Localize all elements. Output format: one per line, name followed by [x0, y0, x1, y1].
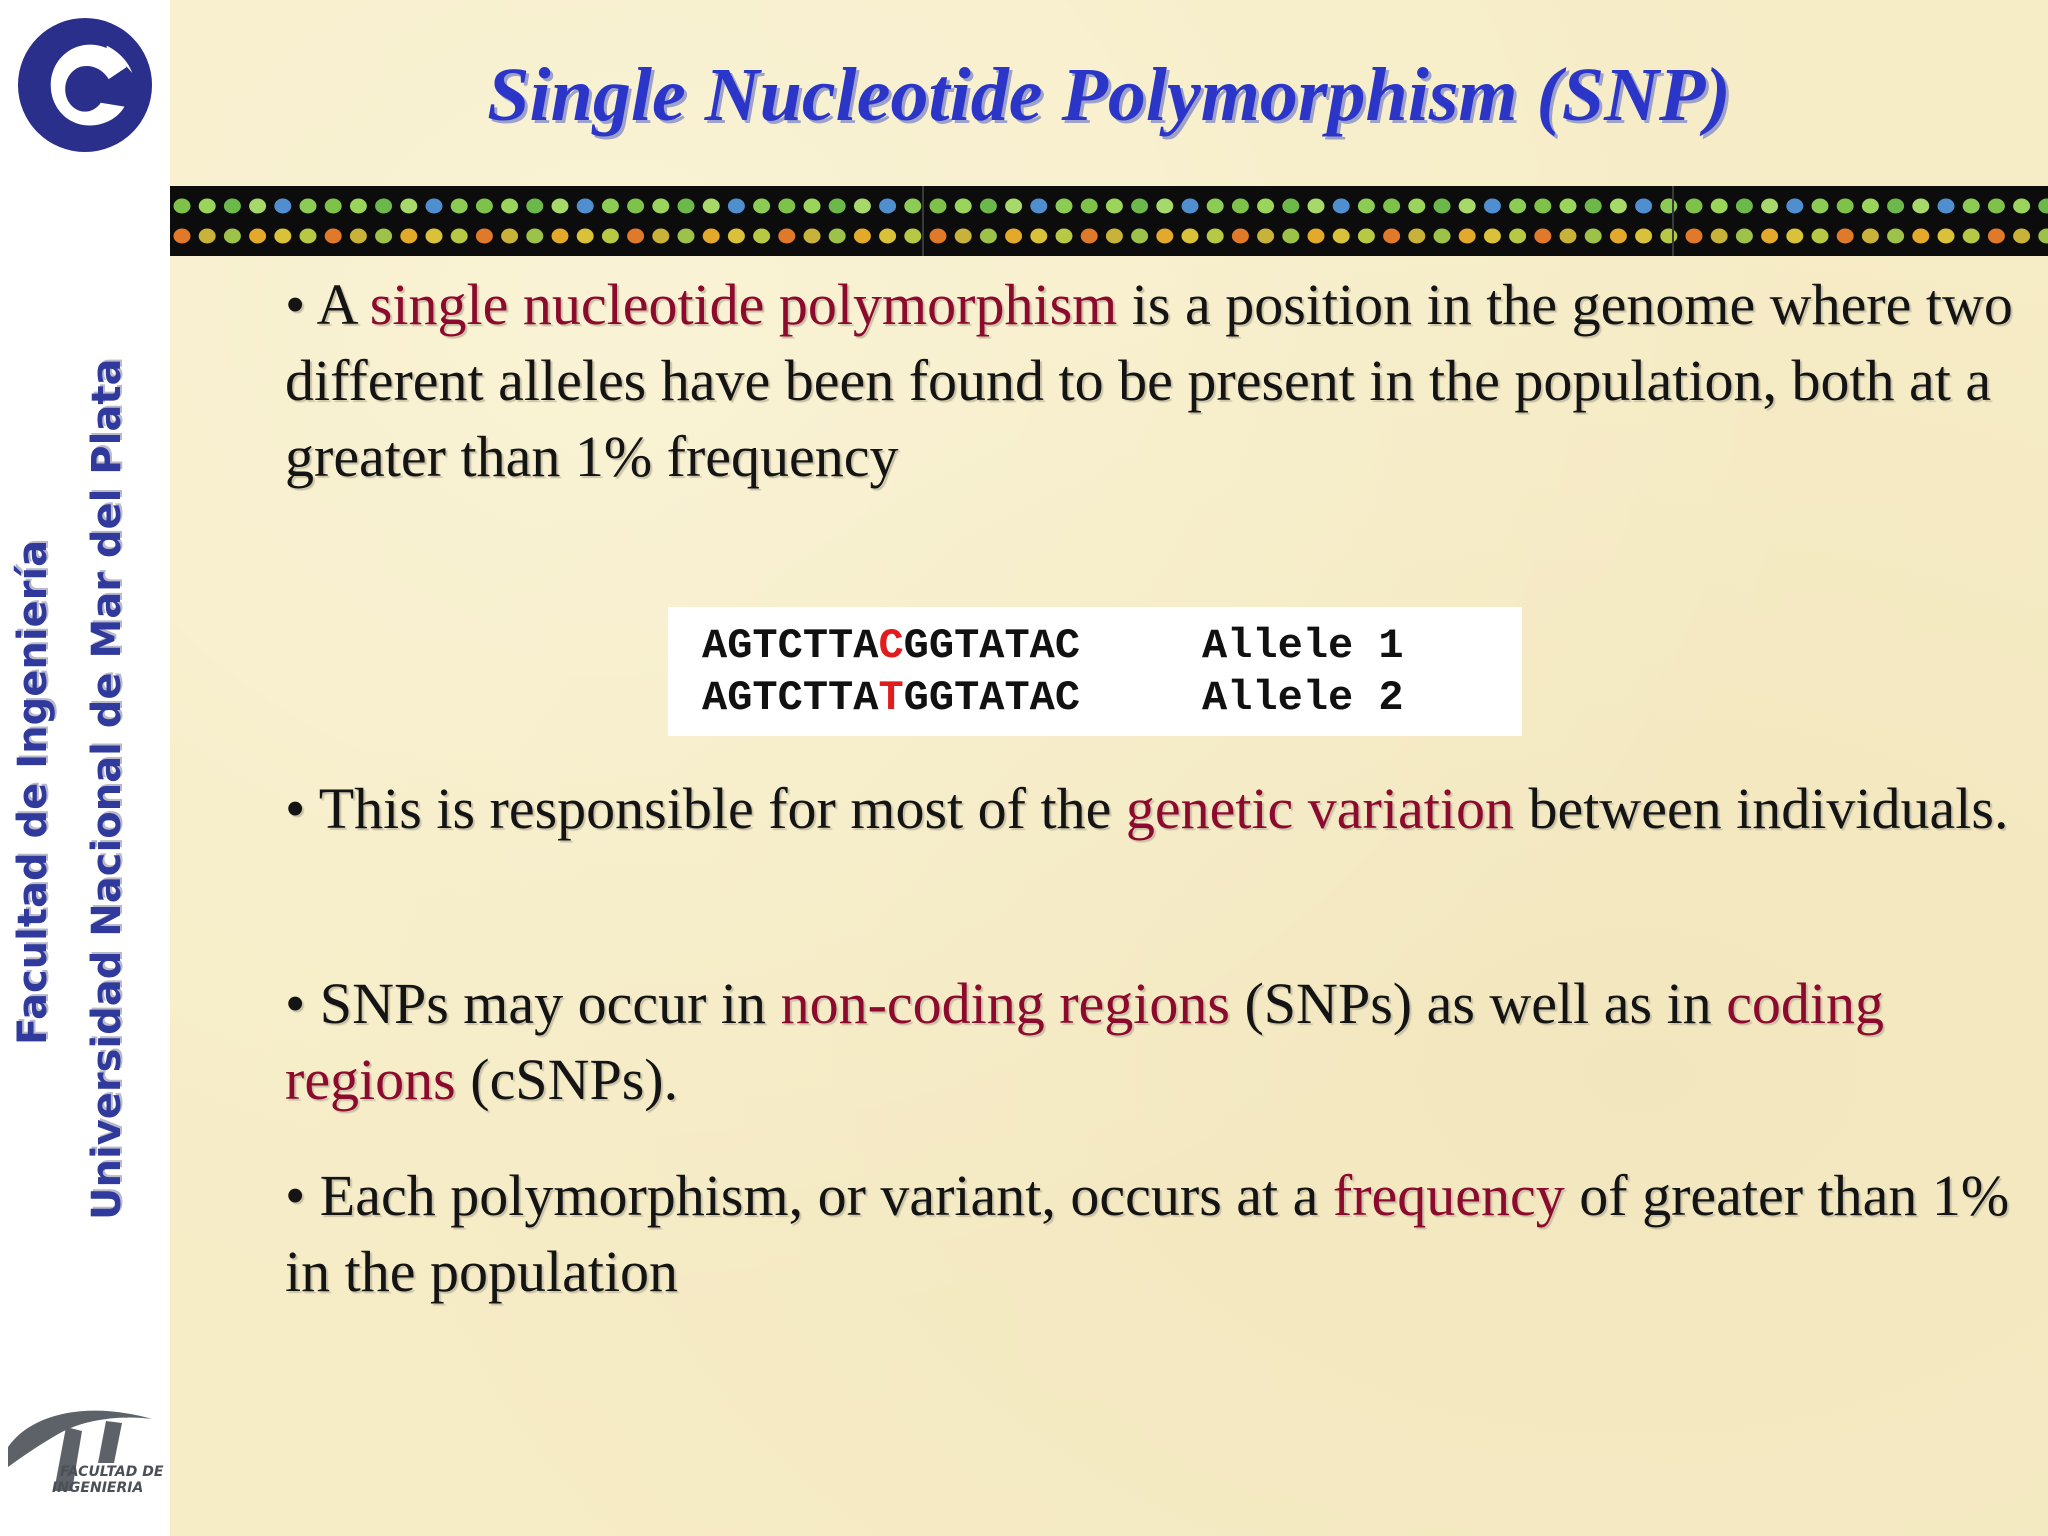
microarray-spot — [1509, 199, 1526, 214]
microarray-spot — [1333, 229, 1350, 244]
microarray-spot — [1308, 199, 1325, 214]
strip-divider — [1672, 186, 1674, 256]
bullet-genetic-variation: • This is responsible for most of the genetic variation between individuals. — [285, 776, 2009, 841]
microarray-spot — [375, 229, 392, 244]
microarray-spot — [1056, 199, 1073, 214]
highlight-term: genetic variation — [1125, 776, 1514, 841]
microarray-spot — [1761, 199, 1778, 214]
microarray-spot — [1560, 229, 1577, 244]
microarray-spot — [804, 229, 821, 244]
microarray-spot — [1887, 229, 1904, 244]
allele-label: Allele 1 — [1202, 622, 1404, 670]
microarray-spot — [451, 199, 468, 214]
microarray-spot — [1182, 199, 1199, 214]
microarray-spot — [1434, 229, 1451, 244]
microarray-spot — [728, 199, 745, 214]
microarray-spot — [174, 199, 191, 214]
microarray-spot — [1282, 199, 1299, 214]
microarray-strip-image — [170, 186, 2048, 256]
microarray-spot — [1610, 229, 1627, 244]
microarray-spot — [778, 229, 795, 244]
microarray-spot — [1812, 199, 1829, 214]
microarray-spot — [652, 229, 669, 244]
microarray-spot — [879, 199, 896, 214]
microarray-spot — [300, 199, 317, 214]
microarray-spot — [703, 229, 720, 244]
microarray-spot — [1560, 199, 1577, 214]
microarray-spot — [627, 229, 644, 244]
microarray-spot — [325, 229, 342, 244]
microarray-spot — [930, 229, 947, 244]
snp-base: C — [878, 622, 904, 670]
microarray-spot — [224, 199, 241, 214]
microarray-spot — [1333, 199, 1350, 214]
microarray-spot — [1610, 199, 1627, 214]
microarray-spot — [1534, 229, 1551, 244]
microarray-spot — [249, 229, 266, 244]
microarray-spot — [552, 199, 569, 214]
faculty-logo-text-line2: INGENIERIA — [52, 1480, 144, 1496]
microarray-spot — [1308, 229, 1325, 244]
microarray-spot — [1761, 229, 1778, 244]
microarray-spot — [1686, 199, 1703, 214]
microarray-spot — [753, 229, 770, 244]
microarray-spot — [350, 229, 367, 244]
microarray-spot — [955, 229, 972, 244]
microarray-spot — [1837, 199, 1854, 214]
microarray-spot — [652, 199, 669, 214]
snp-base: T — [878, 674, 904, 722]
faculty-logo-icon — [2, 1385, 170, 1507]
microarray-spot — [1837, 229, 1854, 244]
microarray-spot — [728, 229, 745, 244]
microarray-spot — [274, 229, 291, 244]
allele-label: Allele 2 — [1202, 674, 1404, 722]
microarray-spot — [1938, 229, 1955, 244]
allele-sequence-box — [668, 607, 1522, 736]
microarray-spot — [174, 229, 191, 244]
strip-divider — [922, 186, 924, 256]
microarray-spot — [476, 229, 493, 244]
microarray-spot — [1156, 199, 1173, 214]
microarray-spot — [1786, 229, 1803, 244]
microarray-spot — [1786, 199, 1803, 214]
slide-title: Single Nucleotide Polymorphism (SNP) — [487, 53, 1731, 137]
bullet-snp-definition: • A single nucleotide polymorphism is a position in the genome where two different alleles have been found to be present in the population, both at a greater than 1% frequency — [285, 272, 2013, 489]
microarray-spot — [426, 199, 443, 214]
microarray-spot — [1358, 229, 1375, 244]
microarray-spot — [1408, 199, 1425, 214]
microarray-spot — [2013, 199, 2030, 214]
microarray-spot — [1660, 229, 1677, 244]
microarray-spot — [1383, 199, 1400, 214]
university-logo-icon — [16, 16, 154, 154]
microarray-spot — [1282, 229, 1299, 244]
microarray-spot — [1257, 229, 1274, 244]
microarray-spot — [1081, 229, 1098, 244]
microarray-spot — [980, 229, 997, 244]
microarray-spot — [224, 229, 241, 244]
microarray-spot — [1383, 229, 1400, 244]
microarray-spot — [1207, 199, 1224, 214]
microarray-spot — [1509, 229, 1526, 244]
microarray-spot — [2013, 229, 2030, 244]
microarray-spot — [778, 199, 795, 214]
microarray-spot — [602, 199, 619, 214]
microarray-spot — [1887, 199, 1904, 214]
allele-row: AGTCTTACGGTATAC Allele 1 — [702, 622, 1404, 670]
microarray-spot — [1686, 229, 1703, 244]
microarray-spot — [1030, 199, 1047, 214]
microarray-spot — [703, 199, 720, 214]
microarray-spot — [1484, 199, 1501, 214]
highlight-term: non-coding regions — [780, 971, 1230, 1036]
microarray-spot — [753, 199, 770, 214]
microarray-spot — [1585, 229, 1602, 244]
allele-row: AGTCTTATGGTATAC Allele 2 — [702, 674, 1404, 722]
microarray-spot — [526, 199, 543, 214]
microarray-spot — [804, 199, 821, 214]
microarray-spot — [451, 229, 468, 244]
microarray-spot — [1585, 199, 1602, 214]
microarray-spot — [1938, 199, 1955, 214]
microarray-spot — [1005, 229, 1022, 244]
faculty-logo-text-line1: FACULTAD DE — [60, 1464, 164, 1480]
microarray-spot — [1988, 199, 2005, 214]
microarray-spot — [627, 199, 644, 214]
microarray-spot — [325, 199, 342, 214]
microarray-spot — [1711, 199, 1728, 214]
microarray-spot — [300, 229, 317, 244]
microarray-spot — [1635, 199, 1652, 214]
microarray-spot — [526, 229, 543, 244]
microarray-spot — [274, 199, 291, 214]
microarray-spot — [375, 199, 392, 214]
microarray-spot — [1081, 199, 1098, 214]
microarray-spot — [1635, 229, 1652, 244]
microarray-spot — [1182, 229, 1199, 244]
microarray-spot — [1257, 199, 1274, 214]
microarray-spot — [980, 199, 997, 214]
university-name: Universidad Nacional de Mar del Plata — [84, 358, 130, 1220]
microarray-spot — [1736, 199, 1753, 214]
microarray-spot — [1030, 229, 1047, 244]
microarray-spot — [1459, 229, 1476, 244]
microarray-spot — [1862, 229, 1879, 244]
highlight-term: frequency — [1332, 1163, 1565, 1228]
microarray-spot — [1106, 229, 1123, 244]
microarray-spot — [1106, 199, 1123, 214]
microarray-spot — [904, 229, 921, 244]
microarray-spot — [1812, 229, 1829, 244]
microarray-spot — [1408, 229, 1425, 244]
microarray-spot — [1207, 229, 1224, 244]
microarray-spot — [854, 229, 871, 244]
microarray-spot — [552, 229, 569, 244]
microarray-spot — [1963, 199, 1980, 214]
microarray-spot — [1232, 199, 1249, 214]
microarray-spot — [400, 199, 417, 214]
microarray-spot — [1131, 229, 1148, 244]
bullet-snp-regions: • SNPs may occur in non-coding regions (SNPs) as well as in coding regions (cSNPs). — [285, 971, 1885, 1112]
microarray-spot — [678, 199, 695, 214]
microarray-spot — [249, 199, 266, 214]
microarray-spot — [829, 229, 846, 244]
highlight-term: coding regions — [285, 971, 1885, 1112]
bullet-frequency: • Each polymorphism, or variant, occurs at a frequency of greater than 1% in the population — [285, 1163, 2010, 1304]
microarray-spot — [879, 229, 896, 244]
microarray-spot — [426, 229, 443, 244]
highlight-term: single nucleotide polymorphism — [369, 272, 1118, 337]
microarray-spot — [1736, 229, 1753, 244]
microarray-spot — [955, 199, 972, 214]
microarray-spot — [1912, 199, 1929, 214]
microarray-spot — [829, 199, 846, 214]
microarray-spot — [854, 199, 871, 214]
microarray-spot — [1459, 199, 1476, 214]
microarray-spot — [1156, 229, 1173, 244]
microarray-spot — [1232, 229, 1249, 244]
microarray-spot — [577, 199, 594, 214]
microarray-spot — [400, 229, 417, 244]
microarray-spot — [577, 229, 594, 244]
microarray-spot — [1988, 229, 2005, 244]
microarray-spot — [1056, 229, 1073, 244]
microarray-spot — [501, 229, 518, 244]
sidebar — [0, 0, 170, 1536]
microarray-spot — [1534, 199, 1551, 214]
microarray-spot — [1660, 199, 1677, 214]
faculty-name: Facultad de Ingeniería — [10, 539, 56, 1045]
microarray-spot — [1711, 229, 1728, 244]
microarray-spot — [1862, 199, 1879, 214]
microarray-spot — [602, 229, 619, 244]
microarray-spot — [1358, 199, 1375, 214]
microarray-spot — [1912, 229, 1929, 244]
microarray-spot — [199, 199, 216, 214]
microarray-spot — [1434, 199, 1451, 214]
microarray-spot — [678, 229, 695, 244]
microarray-spot — [199, 229, 216, 244]
microarray-spot — [501, 199, 518, 214]
microarray-spot — [476, 199, 493, 214]
microarray-spot — [1131, 199, 1148, 214]
microarray-spot — [1484, 229, 1501, 244]
microarray-spot — [1005, 199, 1022, 214]
microarray-spot — [930, 199, 947, 214]
microarray-spot — [350, 199, 367, 214]
microarray-spot — [1963, 229, 1980, 244]
microarray-spot — [904, 199, 921, 214]
